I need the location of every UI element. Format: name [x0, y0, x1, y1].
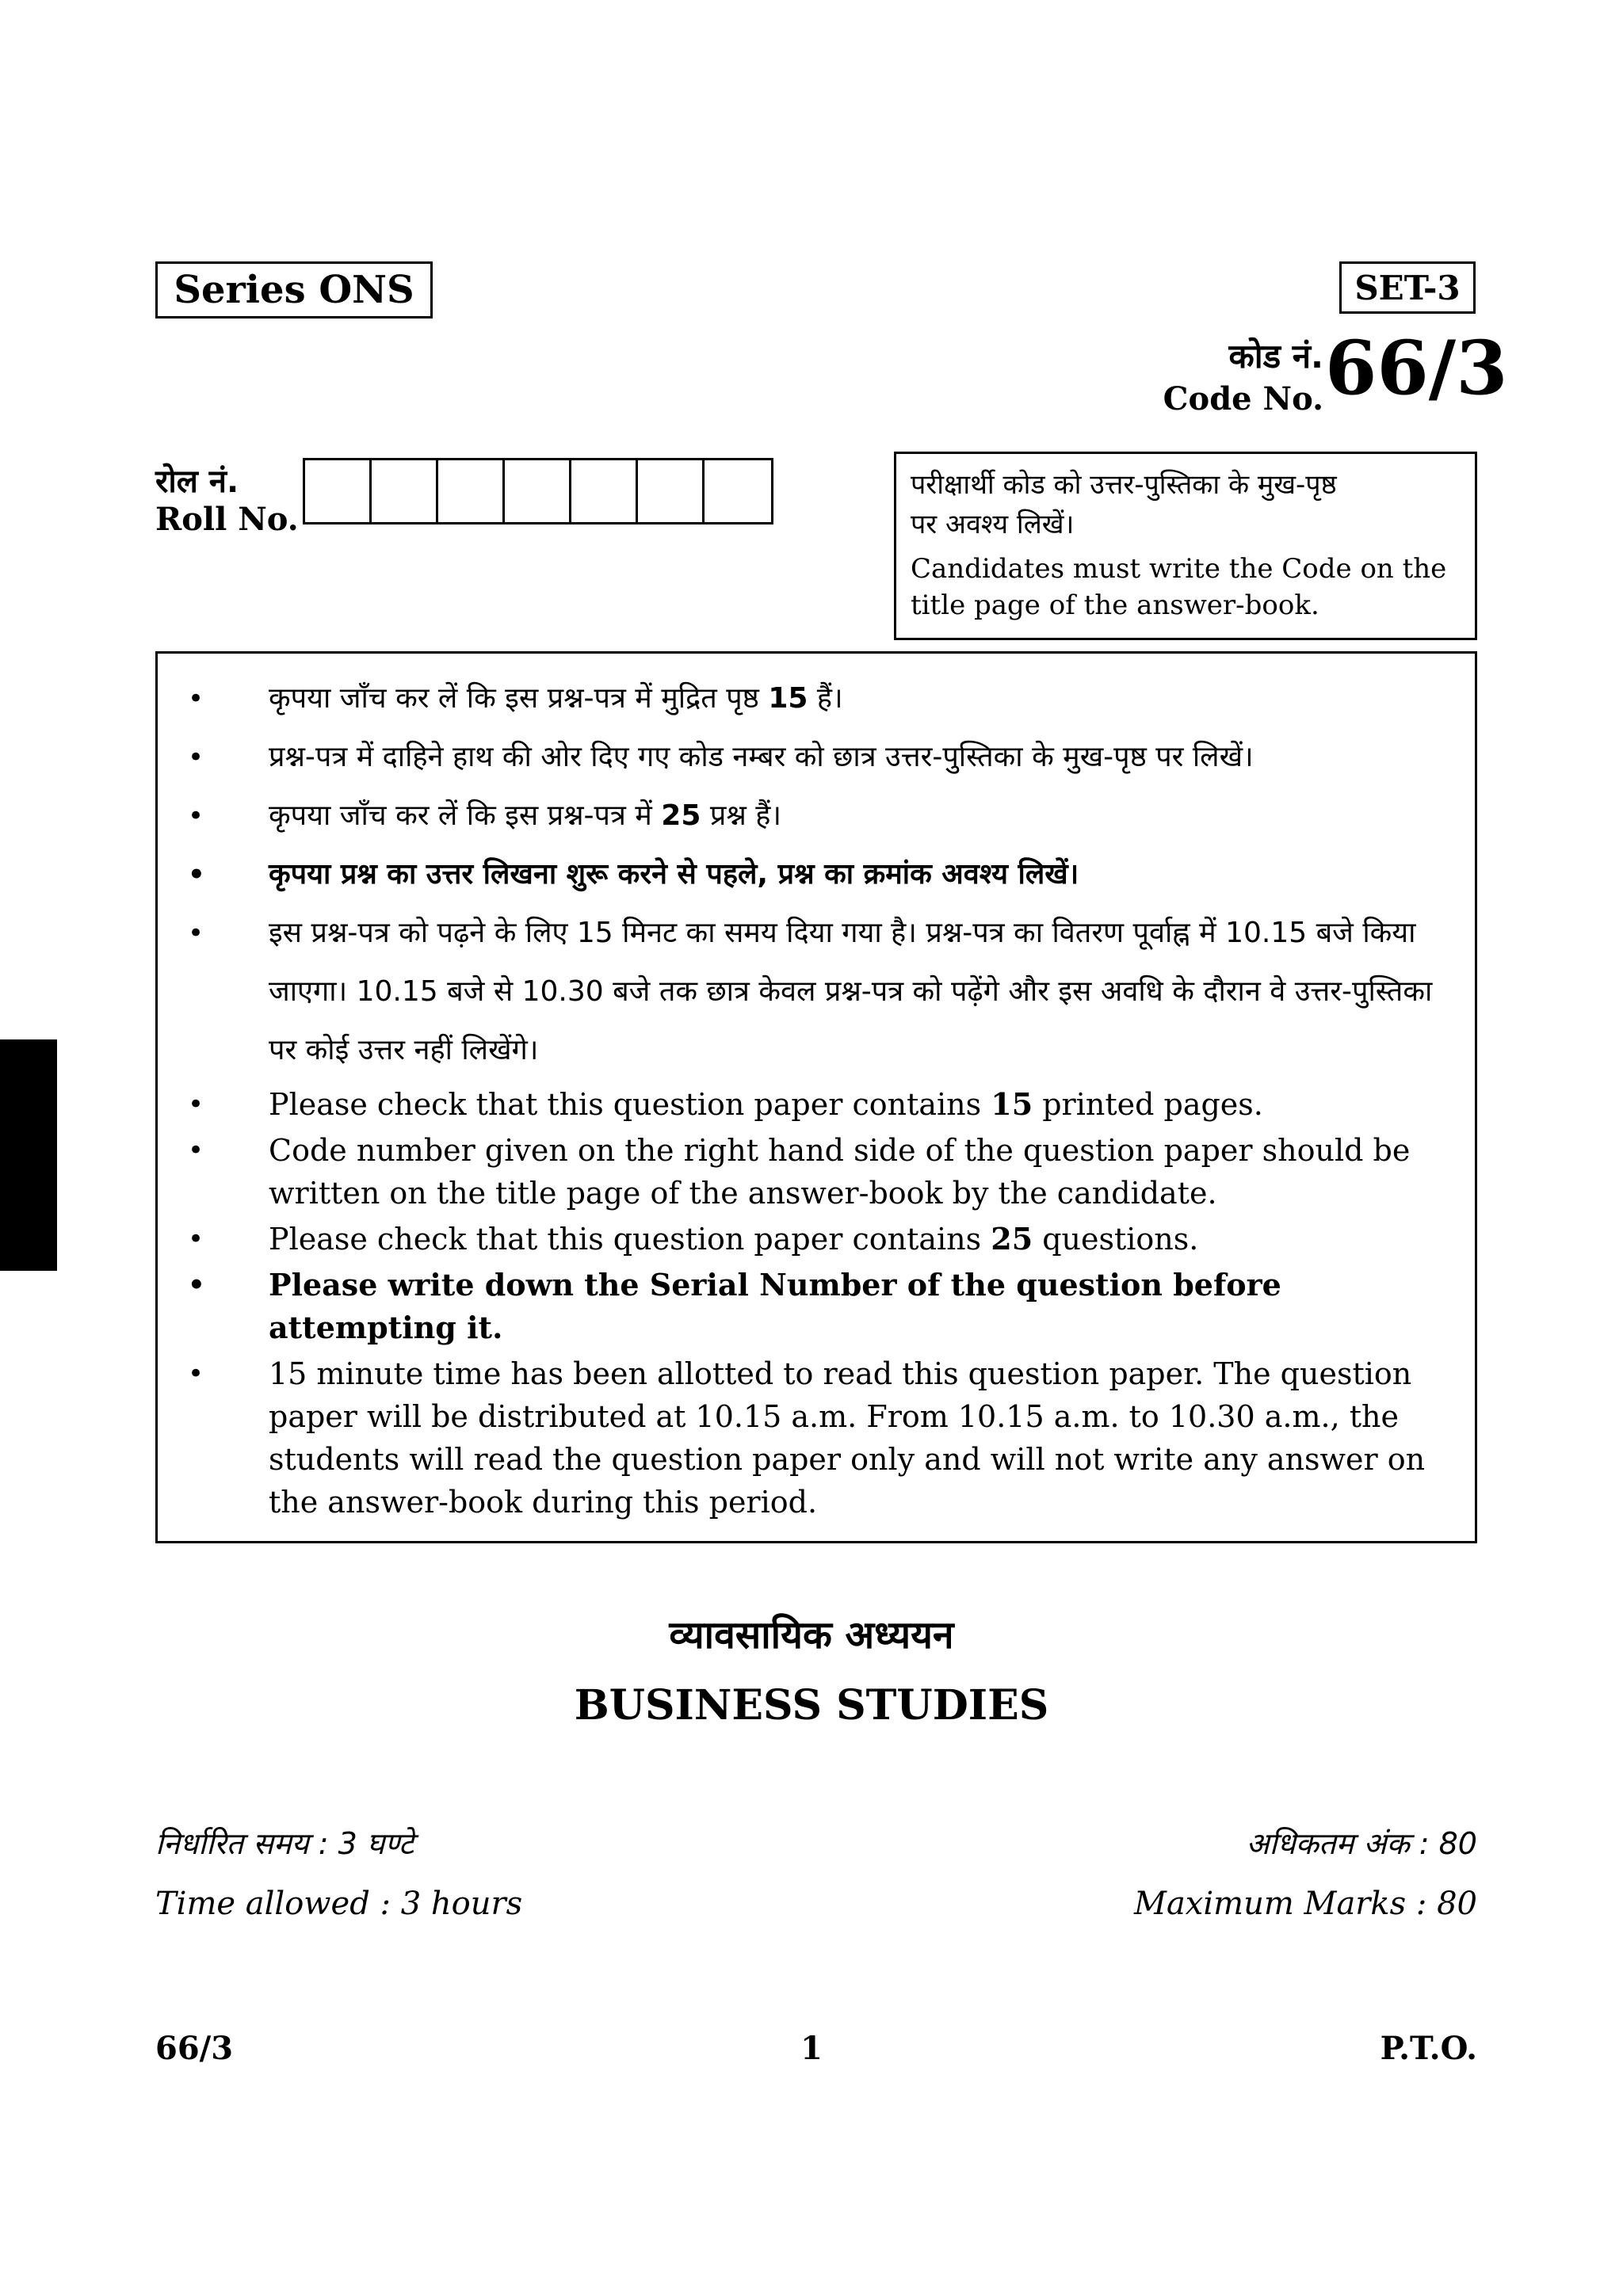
roll-number-cell[interactable] [505, 460, 571, 522]
roll-label-hindi: रोल नं. [155, 463, 239, 500]
roll-number-cell[interactable] [705, 460, 771, 522]
roll-number-cell[interactable] [305, 460, 372, 522]
please-turn-over: P.T.O. [1380, 2030, 1477, 2067]
instruction-item [172, 728, 1456, 787]
instruction-item [172, 1352, 1456, 1524]
candidate-note-hindi-line: परीक्षार्थी कोड को उत्तर-पुस्तिका के मुख-पृष्ठ [911, 469, 1337, 501]
instruction-item [172, 1218, 1456, 1261]
series-label: Series ONS [155, 261, 433, 318]
instruction-text: 15 minute time has been allotted to read this question paper. The question paper will be distributed at 10.15 a.m. From 10.15 a.m. to 10.30 a.m., the students will read the question paper only and will not write any answer on the answer-book during this period. [269, 1356, 1426, 1520]
bullet: • [188, 1135, 204, 1166]
bullet: • [188, 917, 204, 949]
footer-code: 66/3 [155, 2030, 234, 2067]
roll-number-cell[interactable] [438, 460, 505, 522]
instruction-number: 25 [661, 799, 701, 832]
instruction-item [172, 1129, 1456, 1215]
instruction-item [172, 904, 1456, 1080]
candidate-note-english: Candidates must write the Code on the title page of the answer-book. [911, 553, 1447, 621]
instruction-text: कृपया जाँच कर लें कि इस प्रश्न-पत्र में [269, 799, 662, 832]
instruction-item [172, 845, 1456, 904]
instruction-text: इस प्रश्न-पत्र को पढ़ने के लिए 15 मिनट का समय दिया गया है। प्रश्न-पत्र का वितरण पूर्वाह्न में 10.15 बजे किया जाएगा। 10.15 बजे से 10.30 बजे तक छात्र केवल प्रश्न-पत्र को पढ़ेंगे और इस अवधि के दौरान वे उत्तर-पुस्तिका पर कोई उत्तर नहीं लिखेंगे। [269, 917, 1433, 1066]
candidate-note-hindi [911, 465, 1461, 544]
instruction-item [172, 1264, 1456, 1349]
maximum-marks-hindi: अधिकतम अंक : 80 [1246, 1826, 1477, 1861]
instruction-item [172, 1083, 1456, 1126]
instruction-text: कृपया जाँच कर लें कि इस प्रश्न-पत्र में मुद्रित पृष्ठ [269, 682, 769, 715]
set-label: SET-3 [1339, 261, 1476, 314]
bullet: • [188, 1089, 204, 1120]
instruction-text: Code number given on the right hand side of the question paper should be written on the title page of the answer-book by the candidate. [269, 1133, 1411, 1211]
instruction-text: Please write down the Serial Number of the question before attempting it. [269, 1267, 1281, 1345]
instruction-text: प्रश्न-पत्र में दाहिने हाथ की ओर दिए गए कोड नम्बर को छात्र उत्तर-पुस्तिका के मुख-पृष्ठ पर लिखें। [269, 741, 1254, 773]
subject-title-hindi: व्यावसायिक अध्ययन [669, 1613, 954, 1657]
code-label-english: Code No. [1163, 380, 1323, 418]
time-allowed-english: Time allowed : 3 hours [155, 1886, 523, 1922]
candidate-note [894, 452, 1477, 640]
edge-marker [0, 1039, 57, 1271]
instruction-text: Please check that this question paper contains [269, 1222, 991, 1257]
bullet: • [188, 1223, 204, 1255]
instruction-text: printed pages. [1033, 1087, 1263, 1122]
maximum-marks-english: Maximum Marks : 80 [1134, 1886, 1477, 1922]
code-number: 66/3 [1325, 325, 1508, 412]
instruction-text: Please check that this question paper contains [269, 1087, 991, 1122]
roll-number-grid [303, 458, 773, 524]
instruction-text: हैं। [808, 682, 843, 715]
instruction-text: questions. [1033, 1222, 1199, 1257]
bullet: • [188, 1358, 204, 1390]
roll-number-cell[interactable] [638, 460, 705, 522]
instruction-item [172, 669, 1456, 728]
time-allowed-hindi: निर्धारित समय : 3 घण्टे [155, 1826, 414, 1861]
instruction-text: कृपया प्रश्न का उत्तर लिखना शुरू करने से पहले, प्रश्न का क्रमांक अवश्य लिखें। [269, 858, 1079, 891]
instruction-text: प्रश्न हैं। [701, 799, 781, 832]
bullet: • [188, 1269, 205, 1301]
instruction-number: 25 [991, 1221, 1033, 1257]
bullet: • [188, 800, 204, 832]
instruction-item [172, 787, 1456, 845]
instruction-number: 15 [991, 1086, 1033, 1122]
instructions-list [172, 669, 1456, 1524]
bullet: • [188, 742, 204, 773]
instruction-number: 15 [768, 682, 808, 715]
roll-number-cell[interactable] [571, 460, 638, 522]
code-label-hindi: कोड नं. [1228, 337, 1323, 376]
roll-label-english: Roll No. [155, 501, 299, 538]
instructions-box [155, 651, 1477, 1543]
bullet: • [188, 683, 204, 715]
bullet: • [188, 859, 205, 891]
roll-number-cell[interactable] [372, 460, 438, 522]
subject-title-english: BUSINESS STUDIES [574, 1681, 1049, 1730]
page-number: 1 [800, 2030, 823, 2067]
candidate-note-hindi-line: पर अवश्य लिखें। [911, 509, 1075, 540]
